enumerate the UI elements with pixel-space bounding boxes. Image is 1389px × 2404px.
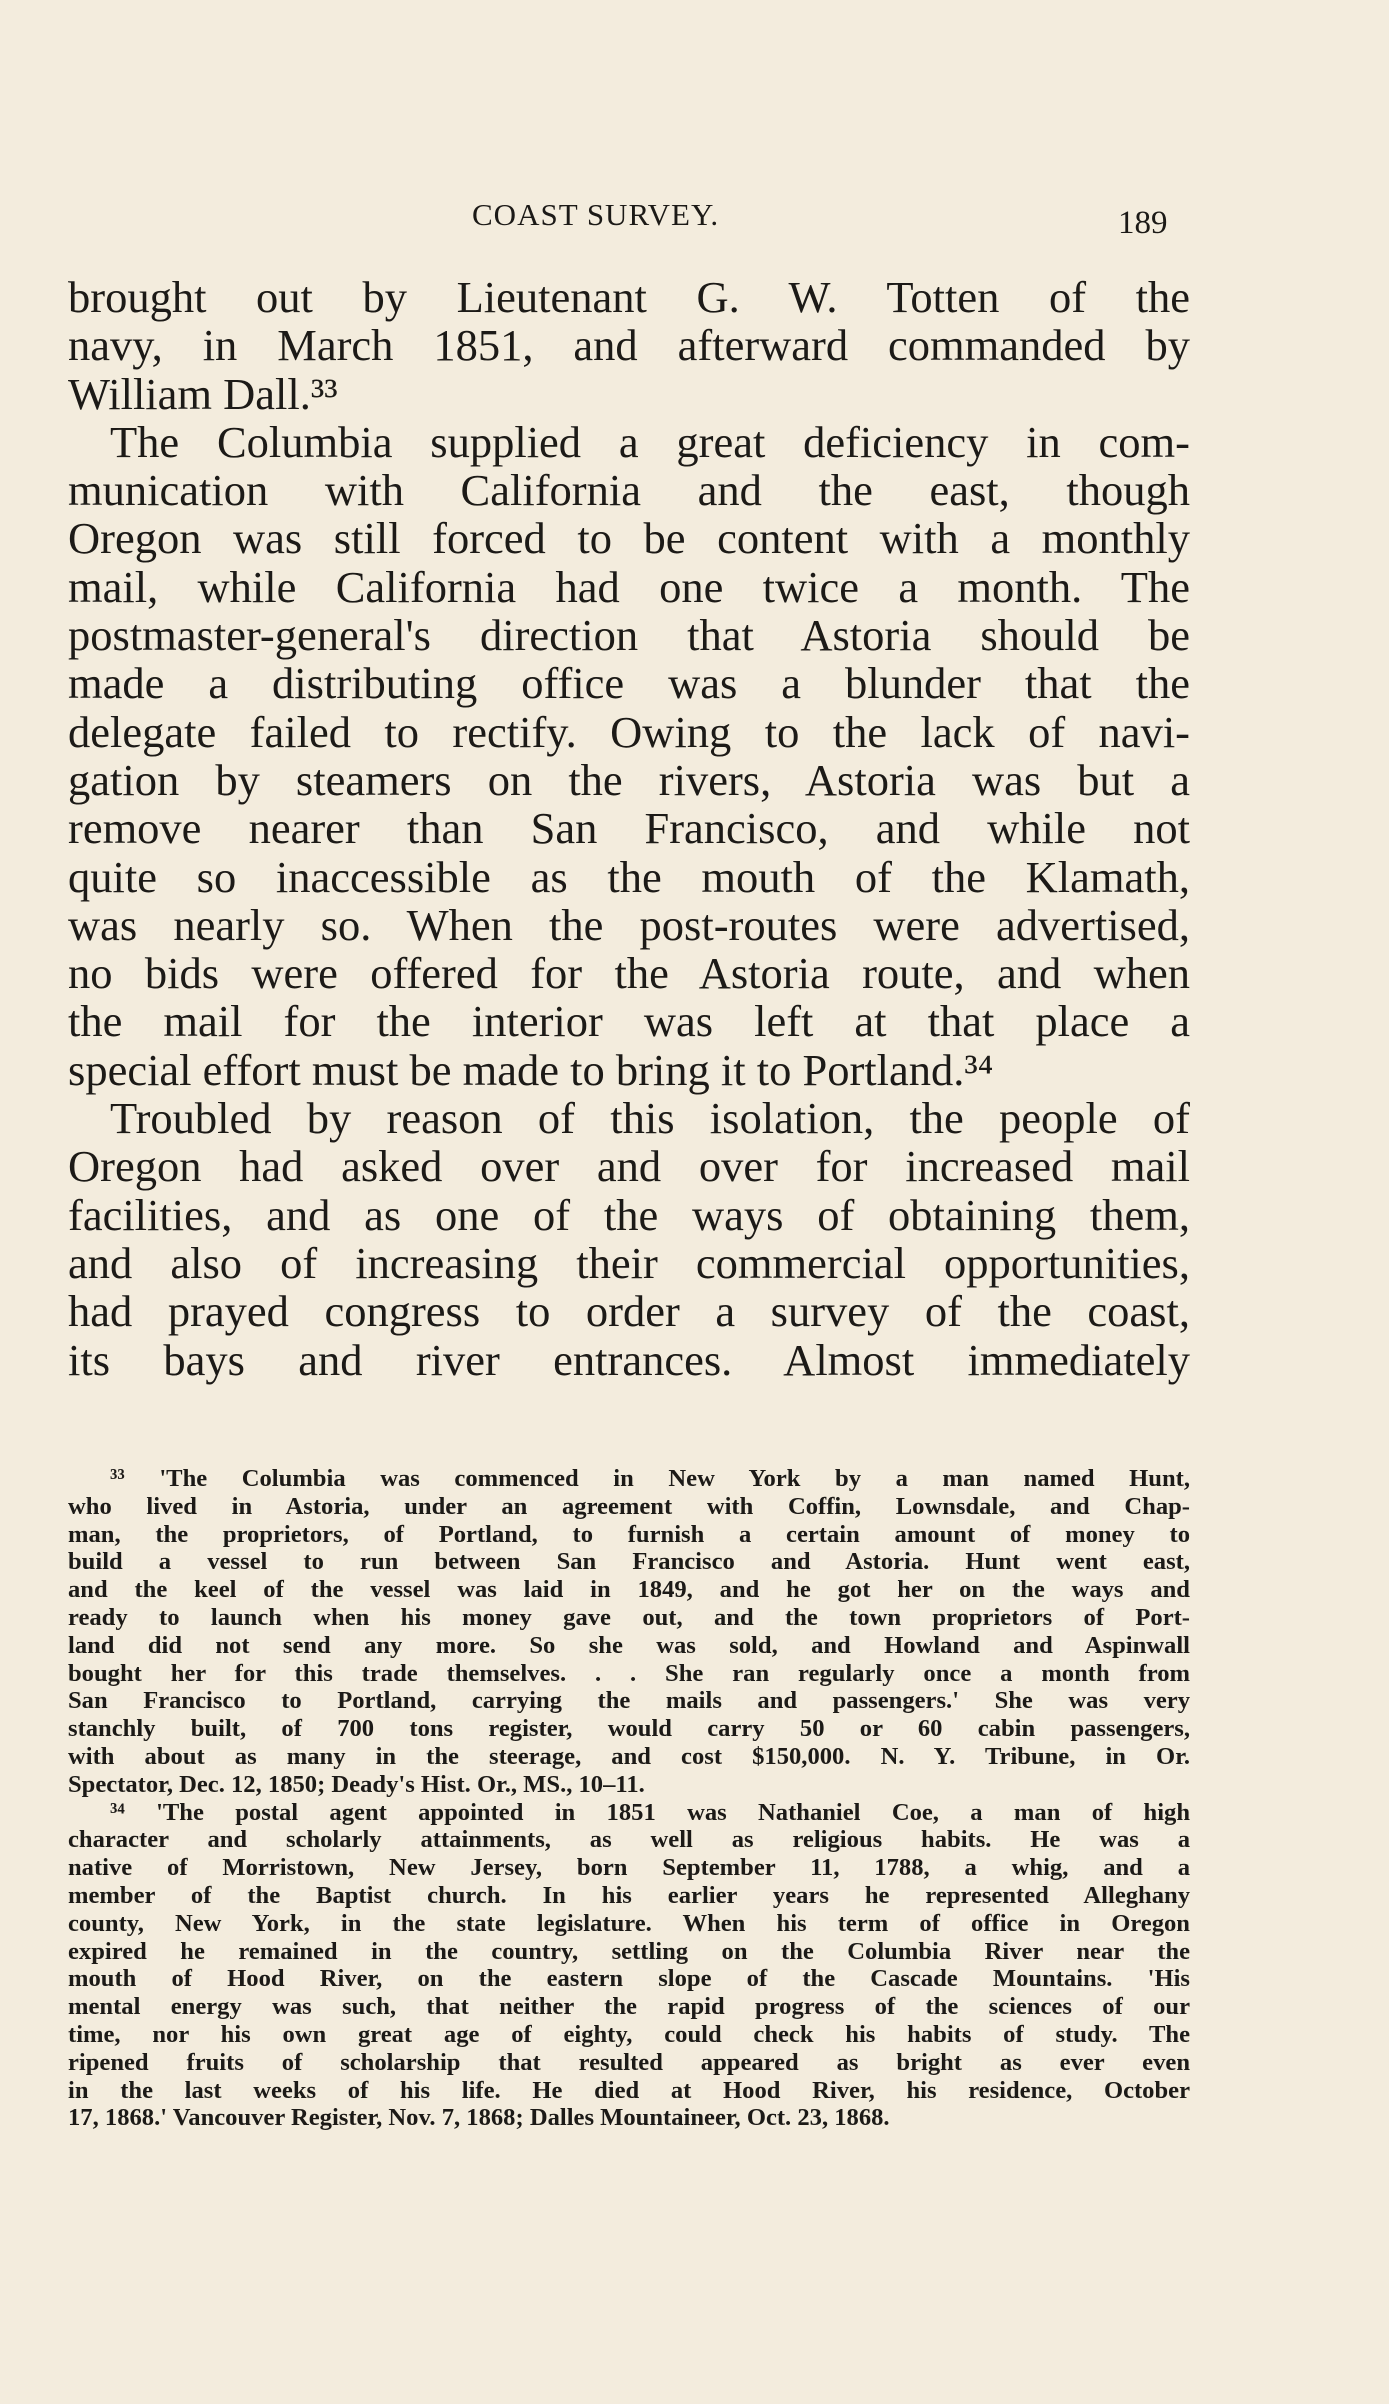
- footnote-line: ripened fruits of scholarship that resulted appeared as bright as ever even: [68, 2048, 1190, 2076]
- footnote-line: native of Morristown, New Jersey, born September 11, 1788, a whig, and a: [68, 1854, 1190, 1882]
- body-line: postmaster-general's direction that Astoria should be: [68, 610, 1190, 661]
- footnote-line: man, the proprietors, of Portland, to furnish a certain amount of money to: [68, 1520, 1190, 1548]
- footnote-line: ³⁴ 'The postal agent appointed in 1851 was Nathaniel Coe, a man of high: [110, 1798, 1190, 1826]
- body-line: navy, in March 1851, and afterward commanded by: [68, 320, 1190, 371]
- footnote-line: and the keel of the vessel was laid in 1849, and he got her on the ways and: [68, 1576, 1190, 1604]
- body-line: Troubled by reason of this isolation, the people of: [110, 1093, 1190, 1144]
- body-line: special effort must be made to bring it to Portland.³⁴: [68, 1044, 994, 1095]
- footnote-line: mental energy was such, that neither the rapid progress of the sciences of our: [68, 1993, 1190, 2021]
- footnote-line: bought her for this trade themselves. . . She ran regularly once a month from: [68, 1659, 1190, 1687]
- body-line: had prayed congress to order a survey of the coast,: [68, 1286, 1190, 1337]
- footnote-line: build a vessel to run between San Francisco and Astoria. Hunt went east,: [68, 1548, 1190, 1576]
- body-line: no bids were offered for the Astoria route, and when: [68, 948, 1190, 999]
- footnote-line: time, nor his own great age of eighty, could check his habits of study. The: [68, 2020, 1190, 2048]
- body-line: Oregon was still forced to be content with a monthly: [68, 513, 1190, 564]
- footnotes: [68, 1465, 1190, 2132]
- body-text: [68, 273, 1190, 1384]
- body-line: Oregon had asked over and over for increased mail: [68, 1141, 1190, 1192]
- footnote-line: in the last weeks of his life. He died at Hood River, his residence, October: [68, 2076, 1190, 2104]
- running-title: COAST SURVEY.: [472, 197, 720, 232]
- footnote-line: who lived in Astoria, under an agreement with Coffin, Lownsdale, and Chap-: [68, 1492, 1190, 1520]
- body-line: the mail for the interior was left at that place a: [68, 996, 1190, 1047]
- body-line: quite so inaccessible as the mouth of the Klamath,: [68, 851, 1190, 902]
- footnote-line: Spectator, Dec. 12, 1850; Deady's Hist. Or., MS., 10–11.: [68, 1770, 645, 1798]
- body-line: William Dall.³³: [68, 368, 338, 419]
- footnote-line: stanchly built, of 700 tons register, would carry 50 or 60 cabin passengers,: [68, 1715, 1190, 1743]
- body-line: delegate failed to rectify. Owing to the lack of navi-: [68, 706, 1190, 757]
- footnote-line: with about as many in the steerage, and cost $150,000. N. Y. Tribune, in Or.: [68, 1742, 1190, 1770]
- footnote-line: ³³ 'The Columbia was commenced in New York by a man named Hunt,: [110, 1465, 1190, 1492]
- footnote-line: mouth of Hood River, on the eastern slope of the Cascade Mountains. 'His: [68, 1965, 1190, 1993]
- body-line: gation by steamers on the rivers, Astoria was but a: [68, 754, 1190, 805]
- footnote-line: member of the Baptist church. In his earlier years he represented Alleghany: [68, 1881, 1190, 1909]
- body-line: mail, while California had one twice a month. The: [68, 561, 1190, 612]
- footnote-line: character and scholarly attainments, as well as religious habits. He was a: [68, 1826, 1190, 1854]
- footnote-line: county, New York, in the state legislature. When his term of office in Oregon: [68, 1909, 1190, 1937]
- body-line: munication with California and the east, though: [68, 465, 1190, 516]
- page-number: 189: [1118, 205, 1168, 241]
- footnote-line: ready to launch when his money gave out, and the town proprietors of Port-: [68, 1603, 1190, 1631]
- footnote-line: 17, 1868.' Vancouver Register, Nov. 7, 1868; Dalles Mountaineer, Oct. 23, 1868.: [68, 2104, 890, 2132]
- footnote-line: expired he remained in the country, settling on the Columbia River near the: [68, 1937, 1190, 1965]
- body-line: was nearly so. When the post-routes were advertised,: [68, 899, 1190, 950]
- footnote-line: San Francisco to Portland, carrying the mails and passengers.' She was very: [68, 1687, 1190, 1715]
- body-line: its bays and river entrances. Almost immediately: [68, 1334, 1190, 1385]
- body-line: The Columbia supplied a great deficiency in com-: [110, 416, 1190, 467]
- body-line: and also of increasing their commercial opportunities,: [68, 1237, 1190, 1288]
- footnote-line: land did not send any more. So she was sold, and Howland and Aspinwall: [68, 1631, 1190, 1659]
- body-line: brought out by Lieutenant G. W. Totten of the: [68, 272, 1190, 322]
- body-line: facilities, and as one of the ways of obtaining them,: [68, 1189, 1190, 1240]
- body-line: remove nearer than San Francisco, and while not: [68, 803, 1190, 854]
- body-line: made a distributing office was a blunder that the: [68, 658, 1190, 709]
